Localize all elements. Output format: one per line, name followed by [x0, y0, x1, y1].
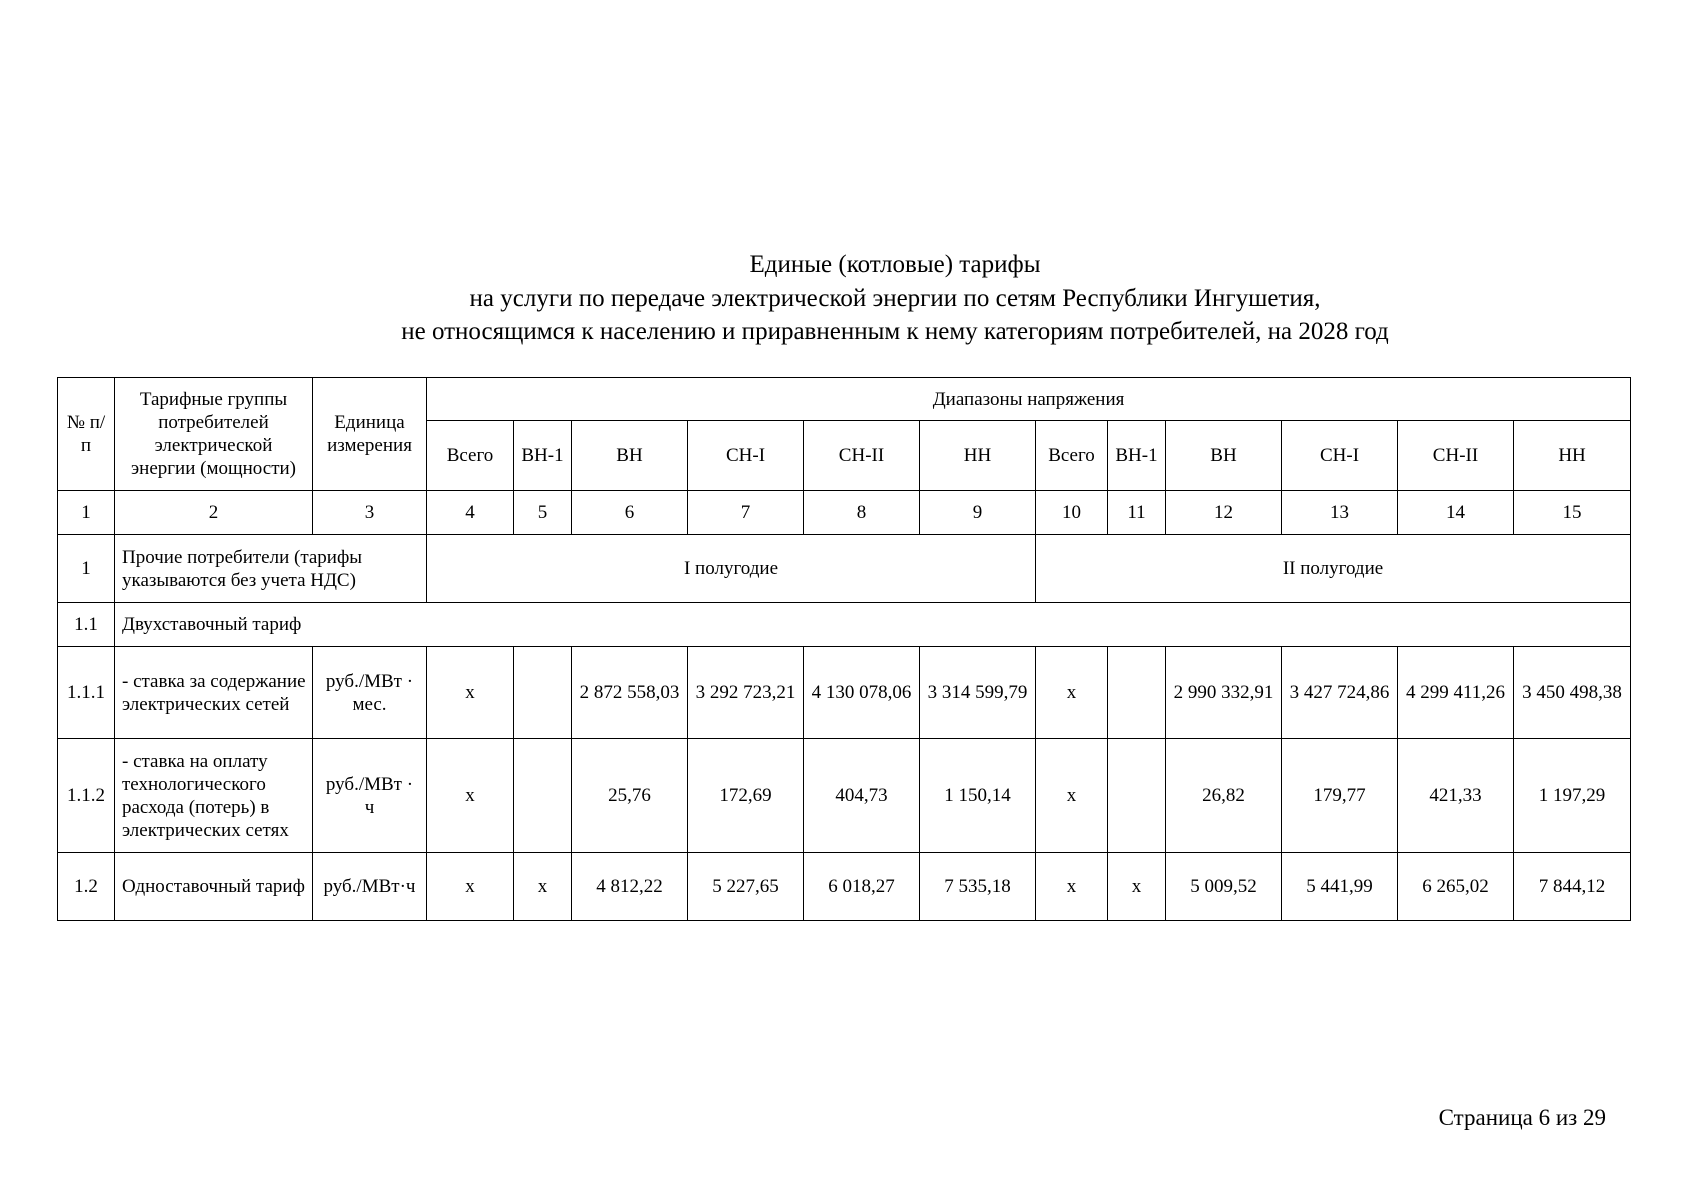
- column-number: 3: [313, 491, 427, 535]
- value-cell: 3 427 724,86: [1282, 647, 1398, 739]
- column-number: 5: [514, 491, 572, 535]
- row-unit: руб./МВт · ч: [313, 739, 427, 853]
- value-cell: 1 150,14: [920, 739, 1036, 853]
- column-number: 14: [1398, 491, 1514, 535]
- value-cell: x: [427, 647, 514, 739]
- subheader-cell: НН: [1514, 421, 1631, 491]
- document-subtitle-line-1: на услуги по передаче электрической энергии по сетям Республики Ингушетия,: [469, 285, 1321, 312]
- header-num: № п/п: [58, 378, 115, 491]
- page-label: Страница: [1438, 1105, 1533, 1130]
- value-cell: 2 990 332,91: [1166, 647, 1282, 739]
- header-groups: Тарифные группы потребителей электрической энергии (мощности): [115, 378, 313, 491]
- half-year-2: II полугодие: [1036, 535, 1631, 603]
- column-number: 10: [1036, 491, 1108, 535]
- value-cell: 7 535,18: [920, 853, 1036, 921]
- column-number: 4: [427, 491, 514, 535]
- value-cell: 421,33: [1398, 739, 1514, 853]
- column-number: 12: [1166, 491, 1282, 535]
- value-cell: x: [1036, 853, 1108, 921]
- row-unit: руб./МВт · мес.: [313, 647, 427, 739]
- value-cell: 6 018,27: [804, 853, 920, 921]
- page-total: 29: [1583, 1105, 1606, 1130]
- section-row-two-part-tariff: [58, 603, 1631, 647]
- half-year-1: I полугодие: [427, 535, 1036, 603]
- table-row: [58, 739, 1631, 853]
- row-num: 1.1.1: [58, 647, 115, 739]
- value-cell: x: [427, 739, 514, 853]
- value-cell: 26,82: [1166, 739, 1282, 853]
- subheader-cell: ВН-1: [514, 421, 572, 491]
- subheader-cell: ВН: [572, 421, 688, 491]
- row-label: Прочие потребители (тарифы указываются без учета НДС): [115, 535, 427, 603]
- column-number-row: [58, 491, 1631, 535]
- value-cell: 7 844,12: [1514, 853, 1631, 921]
- value-cell: 5 441,99: [1282, 853, 1398, 921]
- page-current: 6: [1538, 1105, 1551, 1130]
- row-num: 1: [58, 535, 115, 603]
- value-cell: 4 812,22: [572, 853, 688, 921]
- value-cell: x: [514, 853, 572, 921]
- subheader-cell: ВН: [1166, 421, 1282, 491]
- document-subtitle-line-2: не относящимся к населению и приравненным к нему категориям потребителей, на 2028 год: [401, 318, 1389, 345]
- section-row-other-consumers: [58, 535, 1631, 603]
- column-number: 13: [1282, 491, 1398, 535]
- value-cell: 4 299 411,26: [1398, 647, 1514, 739]
- value-cell: [514, 739, 572, 853]
- column-number: 8: [804, 491, 920, 535]
- value-cell: 179,77: [1282, 739, 1398, 853]
- row-label: Двухставочный тариф: [115, 603, 1631, 647]
- subheader-cell: ВН-1: [1108, 421, 1166, 491]
- subheader-cell: НН: [920, 421, 1036, 491]
- subheader-cell: СН-I: [1282, 421, 1398, 491]
- subheader-cell: Всего: [427, 421, 514, 491]
- value-cell: 4 130 078,06: [804, 647, 920, 739]
- row-num: 1.2: [58, 853, 115, 921]
- row-num: 1.1.2: [58, 739, 115, 853]
- document-title: Единые (котловые) тарифы: [749, 251, 1041, 278]
- row-num: 1.1: [58, 603, 115, 647]
- table-row: [58, 647, 1631, 739]
- value-cell: x: [1036, 739, 1108, 853]
- column-number: 15: [1514, 491, 1631, 535]
- row-name: - ставка за содержание электрических сетей: [115, 647, 313, 739]
- header-unit: Единица измерения: [313, 378, 427, 491]
- subheader-cell: СН-II: [1398, 421, 1514, 491]
- value-cell: 404,73: [804, 739, 920, 853]
- value-cell: [1108, 739, 1166, 853]
- value-cell: 25,76: [572, 739, 688, 853]
- row-unit: руб./МВт·ч: [313, 853, 427, 921]
- row-name: - ставка на оплату технологического расхода (потерь) в электрических сетях: [115, 739, 313, 853]
- value-cell: 172,69: [688, 739, 804, 853]
- page-of: из: [1555, 1105, 1578, 1130]
- column-number: 7: [688, 491, 804, 535]
- value-cell: 3 314 599,79: [920, 647, 1036, 739]
- value-cell: x: [1036, 647, 1108, 739]
- value-cell: 1 197,29: [1514, 739, 1631, 853]
- table-header-row: [58, 378, 1631, 421]
- value-cell: x: [1108, 853, 1166, 921]
- column-number: 9: [920, 491, 1036, 535]
- column-number: 2: [115, 491, 313, 535]
- value-cell: [1108, 647, 1166, 739]
- subheader-cell: Всего: [1036, 421, 1108, 491]
- page-counter: [1439, 1105, 1606, 1131]
- column-number: 6: [572, 491, 688, 535]
- row-name: Одноставочный тариф: [115, 853, 313, 921]
- header-voltage-ranges: Диапазоны напряжения: [427, 378, 1631, 421]
- value-cell: 5 227,65: [688, 853, 804, 921]
- subheader-cell: СН-I: [688, 421, 804, 491]
- table-row: [58, 853, 1631, 921]
- tariff-table: [57, 377, 1631, 921]
- value-cell: 3 450 498,38: [1514, 647, 1631, 739]
- column-number: 11: [1108, 491, 1166, 535]
- value-cell: 5 009,52: [1166, 853, 1282, 921]
- subheader-cell: СН-II: [804, 421, 920, 491]
- column-number: 1: [58, 491, 115, 535]
- value-cell: [514, 647, 572, 739]
- value-cell: 6 265,02: [1398, 853, 1514, 921]
- value-cell: x: [427, 853, 514, 921]
- value-cell: 3 292 723,21: [688, 647, 804, 739]
- value-cell: 2 872 558,03: [572, 647, 688, 739]
